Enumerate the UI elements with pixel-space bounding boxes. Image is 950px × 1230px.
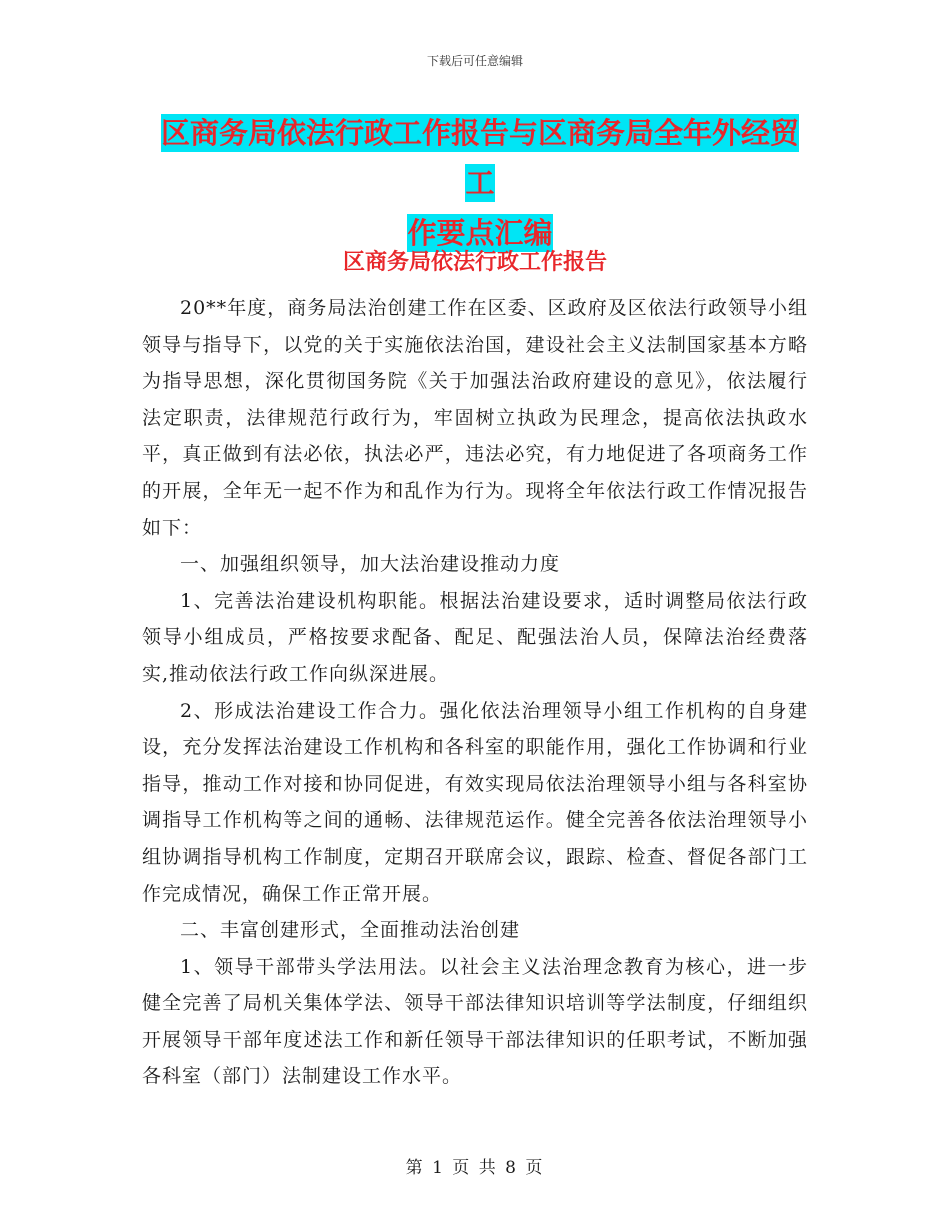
section-title: 区商务局依法行政工作报告: [342, 249, 607, 275]
paragraph: 1、完善法治建设机构职能。根据法治建设要求，适时调整局依法行政领导小组成员，严格按要求配备、配足、配强法治人员，保障法治经费落实,推动依法行政工作向纵深进展。: [142, 589, 808, 685]
paragraph: 20**年度，商务局法治创建工作在区委、区政府及区依法行政领导小组领导与指导下，以党的关于实施依法治国，建设社会主义法制国家基本方略为指导思想，深化贯彻国务院《关于加强法治政府建设的意见》，依法履行法定职责，法律规范行政行为，牢固树立执政为民理念，提高依法执政水平，真正做到有法必依，执法必严，违法必究，有力地促进了各项商务工作的开展，全年无一起不作为和乱作为行为。现将全年依法行政工作情况报告如下：: [142, 297, 808, 539]
paragraph-heading: 一、加强组织领导，加大法治建设推动力度: [180, 553, 561, 576]
paragraph: 1、领导干部带头学法用法。以社会主义法治理念教育为核心，进一步健全完善了局机关集体学法、领导干部法律知识培训等学法制度，仔细组织开展领导干部年度述法工作和新任领导干部法律知识的任职考试，不断加强各科室（部门）法制建设工作水平。: [142, 955, 808, 1088]
document-body: [142, 290, 808, 1095]
page-number: 第 1 页 共 8 页: [405, 1158, 545, 1178]
document-title: [150, 108, 810, 258]
document-title-line-1: 区商务局依法行政工作报告与区商务局全年外经贸工: [160, 116, 799, 200]
paragraph-heading: 二、丰富创建形式，全面推动法治创建: [180, 919, 521, 942]
document-title-line-2: 作要点汇编: [407, 216, 553, 250]
paragraph: 2、形成法治建设工作合力。强化依法治理领导小组工作机构的自身建设，充分发挥法治建设工作机构和各科室的职能作用，强化工作协调和行业指导，推动工作对接和协同促进，有效实现局依法治理领导小组与各科室协调指导工作机构等之间的通畅、法律规范运作。健全完善各依法治理领导小组协调指导机构工作制度，定期召开联席会议，跟踪、检查、督促各部门工作完成情况，确保工作正常开展。: [142, 699, 808, 905]
page-header-note: 下载后可任意编辑: [426, 54, 523, 68]
